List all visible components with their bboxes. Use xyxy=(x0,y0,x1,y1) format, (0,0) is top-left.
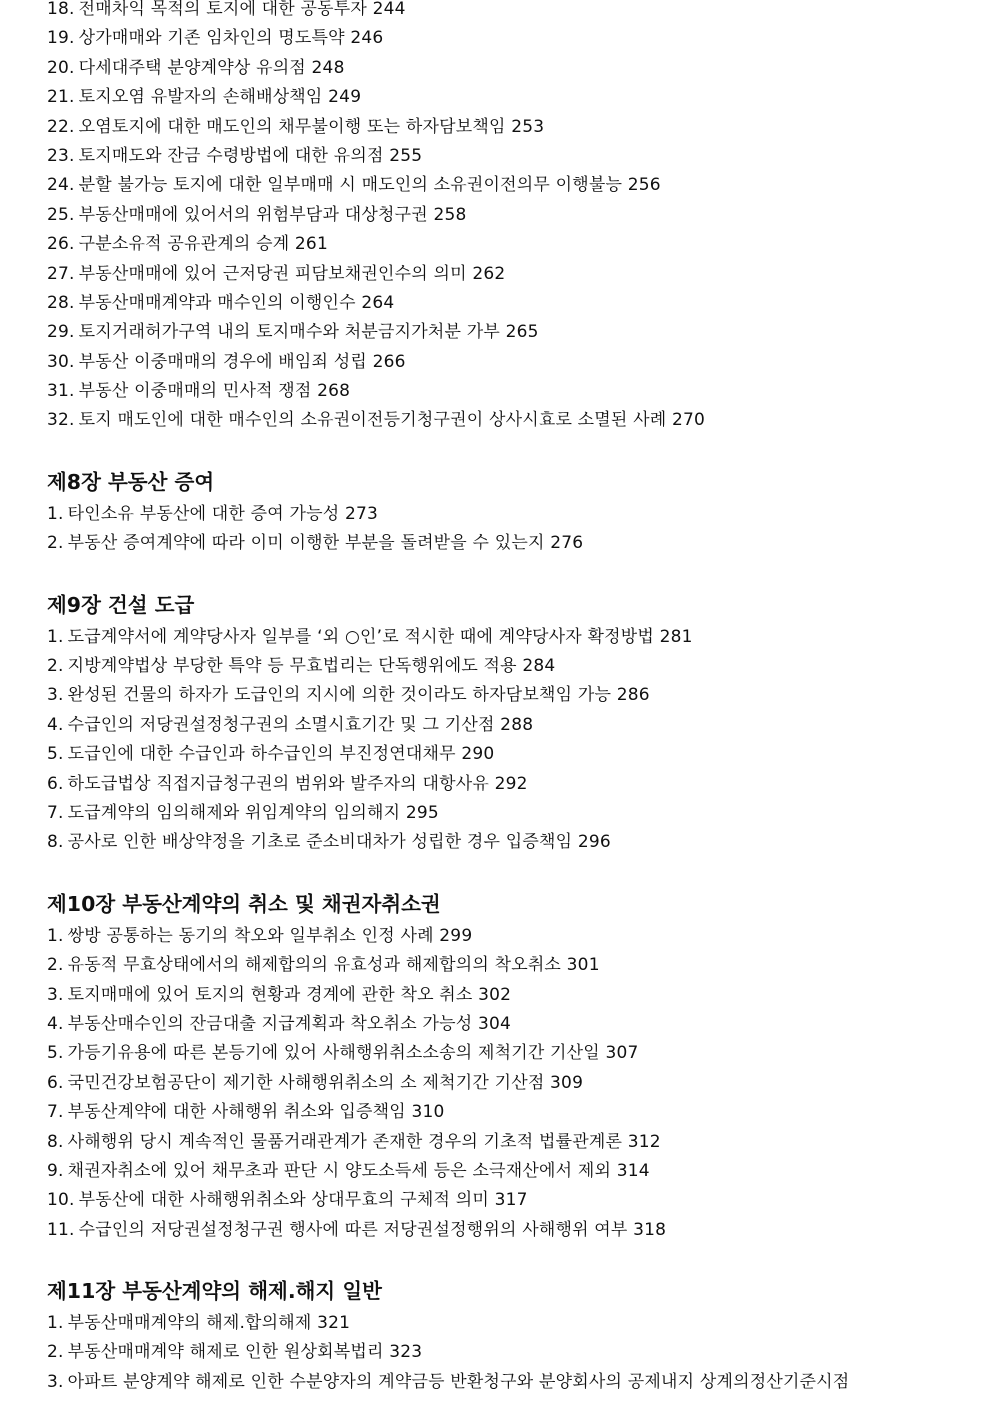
entry-text: 지방계약법상 부당한 특약 등 무효법리는 단독행위에도 적용 284 xyxy=(67,656,556,677)
entry-number: 28. xyxy=(47,292,75,313)
entry-number: 21. xyxy=(47,87,75,108)
entry-text: 도급인에 대한 수급인과 하수급인의 부진정연대채무 290 xyxy=(67,744,495,765)
entry-number: 9. xyxy=(47,1160,64,1181)
toc-entry xyxy=(47,406,977,435)
table-of-contents xyxy=(47,0,977,1397)
entry-number: 27. xyxy=(47,263,75,284)
toc-entry xyxy=(47,828,977,857)
toc-entry xyxy=(47,652,977,681)
toc-entry xyxy=(47,1010,977,1039)
toc-entry xyxy=(47,623,977,652)
entry-number: 11. xyxy=(47,1219,75,1240)
entry-number: 4. xyxy=(47,714,64,735)
entry-number: 3. xyxy=(47,984,64,1005)
toc-entry xyxy=(47,681,977,710)
entry-number: 5. xyxy=(47,1043,64,1064)
toc-entry xyxy=(47,113,977,142)
toc-entry xyxy=(47,799,977,828)
entry-number: 19. xyxy=(47,28,75,49)
entry-text: 전매차익 목적의 토지에 대한 공동투자 244 xyxy=(78,0,406,19)
toc-entry xyxy=(47,0,977,24)
entry-text: 부동산매매계약의 해제.합의해제 321 xyxy=(67,1313,351,1334)
entry-number: 8. xyxy=(47,1131,64,1152)
entry-text: 상가매매와 기존 임차인의 명도특약 246 xyxy=(78,28,384,49)
entry-text: 타인소유 부동산에 대한 증여 가능성 273 xyxy=(67,503,379,524)
entry-text: 오염토지에 대한 매도인의 채무불이행 또는 하자담보책임 253 xyxy=(78,116,545,137)
entry-text: 수급인의 저당권설정청구권 행사에 따른 저당권설정행위의 사해행위 여부 318 xyxy=(78,1219,667,1240)
entry-number: 1. xyxy=(47,1313,64,1334)
entry-number: 32. xyxy=(47,410,75,431)
toc-entry xyxy=(47,1368,977,1397)
entry-number: 10. xyxy=(47,1190,75,1211)
toc-entry xyxy=(47,54,977,83)
entry-number: 25. xyxy=(47,204,75,225)
entry-number: 5. xyxy=(47,744,64,765)
toc-entry xyxy=(47,289,977,318)
chapter-section xyxy=(47,468,977,559)
entry-text: 유동적 무효상태에서의 해제합의의 유효성과 해제합의의 착오취소 301 xyxy=(67,955,600,976)
entry-text: 도급계약의 임의해제와 위임계약의 임의해지 295 xyxy=(67,802,439,823)
entry-number: 2. xyxy=(47,955,64,976)
entry-number: 7. xyxy=(47,802,64,823)
entry-text: 부동산계약에 대한 사해행위 취소와 입증책임 310 xyxy=(67,1102,445,1123)
entry-number: 31. xyxy=(47,381,75,402)
entry-number: 6. xyxy=(47,773,64,794)
entry-number: 1. xyxy=(47,626,64,647)
entry-text: 수급인의 저당권설정청구권의 소멸시효기간 및 그 기산점 288 xyxy=(67,714,534,735)
entry-text: 완성된 건물의 하자가 도급인의 지시에 의한 것이라도 하자담보책임 가능 286 xyxy=(67,685,650,706)
toc-entry xyxy=(47,981,977,1010)
entry-text: 사해행위 당시 계속적인 물품거래관계가 존재한 경우의 기초적 법률관계론 312 xyxy=(67,1131,661,1152)
toc-entry xyxy=(47,529,977,558)
entry-number: 3. xyxy=(47,1371,64,1392)
toc-entry xyxy=(47,171,977,200)
entry-number: 29. xyxy=(47,322,75,343)
entry-text: 부동산 증여계약에 따라 이미 이행한 부분을 돌려받을 수 있는지 276 xyxy=(67,533,584,554)
entry-number: 26. xyxy=(47,234,75,255)
entry-text: 부동산매매에 있어서의 위험부담과 대상청구권 258 xyxy=(78,204,467,225)
entry-text: 부동산매매계약 해제로 인한 원상회복법리 323 xyxy=(67,1342,423,1363)
entry-text: 토지오염 유발자의 손해배상책임 249 xyxy=(78,87,362,108)
toc-entry xyxy=(47,1216,977,1245)
toc-entry xyxy=(47,951,977,980)
entry-number: 23. xyxy=(47,145,75,166)
entry-number: 1. xyxy=(47,503,64,524)
chapter-title: 제8장 부동산 증여 xyxy=(47,469,215,494)
toc-entry xyxy=(47,1128,977,1157)
entry-number: 20. xyxy=(47,57,75,78)
toc-entry xyxy=(47,500,977,529)
entry-number: 7. xyxy=(47,1102,64,1123)
toc-entry xyxy=(47,740,977,769)
entry-text: 다세대주택 분양계약상 유의점 248 xyxy=(78,57,345,78)
toc-entry xyxy=(47,711,977,740)
entry-number: 6. xyxy=(47,1072,64,1093)
chapter-title: 제11장 부동산계약의 해제.해지 일반 xyxy=(47,1279,382,1304)
entry-text: 토지매도와 잔금 수령방법에 대한 유의점 255 xyxy=(78,145,423,166)
toc-entry xyxy=(47,1039,977,1068)
entry-number: 2. xyxy=(47,1342,64,1363)
entry-text: 도급계약서에 계약당사자 일부를 ‘외 ○인’로 적시한 때에 계약당사자 확정방법 281 xyxy=(67,626,693,647)
entry-text: 국민건강보험공단이 제기한 사해행위취소의 소 제척기간 기산점 309 xyxy=(67,1072,584,1093)
entry-number: 3. xyxy=(47,685,64,706)
entry-list xyxy=(47,0,977,436)
chapter-title: 제9장 건설 도급 xyxy=(47,592,195,617)
toc-entry xyxy=(47,1338,977,1367)
toc-entry xyxy=(47,348,977,377)
entry-text: 부동산에 대한 사해행위취소와 상대무효의 구체적 의미 317 xyxy=(78,1190,528,1211)
entry-text: 가등기유용에 따른 본등기에 있어 사해행위취소소송의 제척기간 기산일 307 xyxy=(67,1043,639,1064)
toc-entry xyxy=(47,83,977,112)
entry-text: 토지 매도인에 대한 매수인의 소유권이전등기청구권이 상사시효로 소멸된 사례 270 xyxy=(78,410,706,431)
toc-entry xyxy=(47,1069,977,1098)
entry-text: 토지매매에 있어 토지의 현황과 경계에 관한 착오 취소 302 xyxy=(67,984,512,1005)
entry-text: 부동산 이중매매의 민사적 쟁점 268 xyxy=(78,381,351,402)
entry-text: 채권자취소에 있어 채무초과 판단 시 양도소득세 등은 소극재산에서 제외 314 xyxy=(67,1160,650,1181)
entry-text: 부동산매매에 있어 근저당권 피담보채권인수의 의미 262 xyxy=(78,263,506,284)
entry-text: 하도급법상 직접지급청구권의 범위와 발주자의 대항사유 292 xyxy=(67,773,528,794)
entry-text: 분할 불가능 토지에 대한 일부매매 시 매도인의 소유권이전의무 이행불능 256 xyxy=(78,175,661,196)
toc-entry xyxy=(47,377,977,406)
entry-number: 22. xyxy=(47,116,75,137)
entry-text: 토지거래허가구역 내의 토지매수와 처분금지가처분 가부 265 xyxy=(78,322,539,343)
toc-entry xyxy=(47,142,977,171)
toc-entry xyxy=(47,318,977,347)
toc-entry xyxy=(47,24,977,53)
toc-entry xyxy=(47,260,977,289)
toc-entry xyxy=(47,230,977,259)
entry-number: 4. xyxy=(47,1013,64,1034)
entry-number: 18. xyxy=(47,0,75,19)
entry-text: 쌍방 공통하는 동기의 착오와 일부취소 인정 사례 299 xyxy=(67,925,473,946)
chapter-list xyxy=(47,468,977,1397)
chapter-section xyxy=(47,591,977,858)
toc-entry xyxy=(47,201,977,230)
entry-number: 8. xyxy=(47,832,64,853)
entry-text: 부동산 이중매매의 경우에 배임죄 성립 266 xyxy=(78,351,406,372)
entry-text: 부동산매매계약과 매수인의 이행인수 264 xyxy=(78,292,395,313)
toc-entry xyxy=(47,1186,977,1215)
chapter-section xyxy=(47,890,977,1245)
entry-number: 2. xyxy=(47,656,64,677)
entry-number: 2. xyxy=(47,533,64,554)
toc-entry xyxy=(47,1098,977,1127)
entry-text: 구분소유적 공유관계의 승계 261 xyxy=(78,234,328,255)
entry-number: 24. xyxy=(47,175,75,196)
chapter-title: 제10장 부동산계약의 취소 및 채권자취소권 xyxy=(47,891,441,916)
entry-number: 30. xyxy=(47,351,75,372)
toc-entry xyxy=(47,922,977,951)
chapter-section xyxy=(47,1277,977,1397)
entry-number: 1. xyxy=(47,925,64,946)
toc-entry xyxy=(47,770,977,799)
entry-text: 공사로 인한 배상약정을 기초로 준소비대차가 성립한 경우 입증책임 296 xyxy=(67,832,611,853)
entry-text: 아파트 분양계약 해제로 인한 수분양자의 계약금등 반환청구와 분양회사의 공제내지 상계의정산기준시점 xyxy=(67,1371,850,1392)
toc-entry xyxy=(47,1309,977,1338)
toc-entry xyxy=(47,1157,977,1186)
entry-text: 부동산매수인의 잔금대출 지급계획과 착오취소 가능성 304 xyxy=(67,1013,511,1034)
